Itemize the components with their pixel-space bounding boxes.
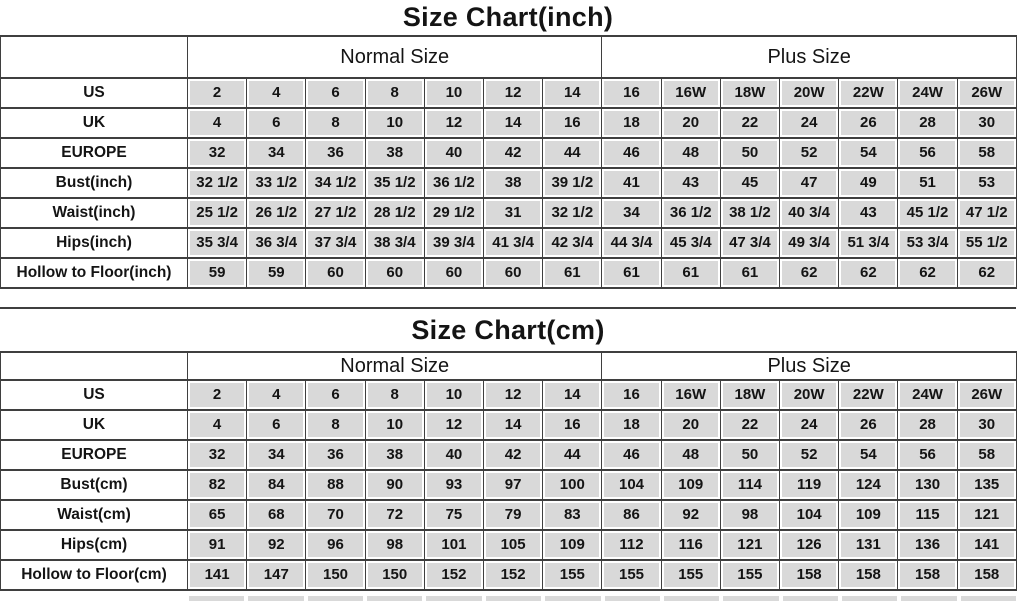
group-header-normal-size: Normal Size xyxy=(188,352,602,380)
size-cell: 65 xyxy=(188,500,247,530)
size-cell: 28 1/2 xyxy=(365,198,424,228)
size-cell: 30 xyxy=(957,410,1016,440)
size-cell: 28 xyxy=(898,410,957,440)
size-cell: 54 xyxy=(839,440,898,470)
size-cell: 20 xyxy=(661,108,720,138)
group-header-row xyxy=(1,352,1017,380)
size-cell: 42 3/4 xyxy=(543,228,602,258)
size-cell: 43 xyxy=(661,168,720,198)
size-cell: 62 xyxy=(957,258,1016,288)
size-cell: 44 xyxy=(543,440,602,470)
cutoff-cell xyxy=(426,596,481,601)
row-label: Hollow to Floor(cm) xyxy=(1,560,188,590)
size-cell: 8 xyxy=(365,380,424,410)
table-row xyxy=(1,440,1017,470)
size-cell: 59 xyxy=(188,258,247,288)
size-cell: 2 xyxy=(188,380,247,410)
size-cell: 42 xyxy=(484,138,543,168)
size-cell: 26W xyxy=(957,78,1016,108)
size-cell: 35 3/4 xyxy=(188,228,247,258)
size-chart-inch-table xyxy=(0,35,1017,289)
group-header-plus-size: Plus Size xyxy=(602,352,1016,380)
table-row xyxy=(1,500,1017,530)
table-row xyxy=(1,470,1017,500)
size-cell: 20W xyxy=(780,380,839,410)
table-row xyxy=(1,138,1017,168)
size-cell: 24 xyxy=(780,410,839,440)
size-cell: 32 1/2 xyxy=(188,168,247,198)
size-cell: 18 xyxy=(602,410,661,440)
size-cell: 104 xyxy=(780,500,839,530)
size-cell: 97 xyxy=(484,470,543,500)
size-cell: 18W xyxy=(720,78,779,108)
cutoff-cell xyxy=(783,596,838,601)
size-cell: 16 xyxy=(543,410,602,440)
size-cell: 40 xyxy=(424,138,483,168)
size-cell: 70 xyxy=(306,500,365,530)
size-cell: 61 xyxy=(543,258,602,288)
size-cell: 38 xyxy=(365,138,424,168)
size-cell: 46 xyxy=(602,138,661,168)
cutoff-cell xyxy=(901,596,956,601)
size-cell: 43 xyxy=(839,198,898,228)
cutoff-partial-row xyxy=(0,596,1016,601)
size-cell: 109 xyxy=(839,500,898,530)
size-cell: 36 1/2 xyxy=(661,198,720,228)
size-cell: 55 1/2 xyxy=(957,228,1016,258)
row-label: Waist(cm) xyxy=(1,500,188,530)
size-cell: 112 xyxy=(602,530,661,560)
table-row xyxy=(1,198,1017,228)
size-cell: 136 xyxy=(898,530,957,560)
size-cell: 32 xyxy=(188,138,247,168)
size-cell: 26W xyxy=(957,380,1016,410)
size-cell: 25 1/2 xyxy=(188,198,247,228)
size-cell: 34 xyxy=(247,440,306,470)
size-cell: 60 xyxy=(365,258,424,288)
size-cell: 47 3/4 xyxy=(720,228,779,258)
group-header-plus-size: Plus Size xyxy=(602,36,1016,78)
cutoff-cell xyxy=(367,596,422,601)
size-cell: 16W xyxy=(661,78,720,108)
size-cell: 96 xyxy=(306,530,365,560)
size-cell: 56 xyxy=(898,440,957,470)
size-cell: 98 xyxy=(365,530,424,560)
size-cell: 4 xyxy=(247,380,306,410)
size-cell: 155 xyxy=(602,560,661,590)
table-row xyxy=(1,228,1017,258)
size-cell: 60 xyxy=(424,258,483,288)
size-cell: 35 1/2 xyxy=(365,168,424,198)
size-cell: 50 xyxy=(720,440,779,470)
size-cell: 75 xyxy=(424,500,483,530)
size-cell: 126 xyxy=(780,530,839,560)
size-cell: 45 3/4 xyxy=(661,228,720,258)
cutoff-cell xyxy=(486,596,541,601)
table-row xyxy=(1,560,1017,590)
size-cell: 61 xyxy=(602,258,661,288)
size-cell: 152 xyxy=(424,560,483,590)
size-cell: 36 xyxy=(306,440,365,470)
size-cell: 98 xyxy=(720,500,779,530)
size-cell: 37 3/4 xyxy=(306,228,365,258)
size-cell: 45 xyxy=(720,168,779,198)
size-cell: 8 xyxy=(306,410,365,440)
size-cell: 68 xyxy=(247,500,306,530)
size-cell: 6 xyxy=(306,78,365,108)
size-cell: 158 xyxy=(839,560,898,590)
size-cell: 49 3/4 xyxy=(780,228,839,258)
size-cell: 47 xyxy=(780,168,839,198)
size-cell: 60 xyxy=(306,258,365,288)
size-cell: 31 xyxy=(484,198,543,228)
row-label: EUROPE xyxy=(1,440,188,470)
size-cell: 40 3/4 xyxy=(780,198,839,228)
cutoff-cell xyxy=(961,596,1016,601)
size-cell: 141 xyxy=(188,560,247,590)
size-cell: 84 xyxy=(247,470,306,500)
size-cell: 119 xyxy=(780,470,839,500)
group-header-normal-size: Normal Size xyxy=(188,36,602,78)
size-cell: 61 xyxy=(720,258,779,288)
size-cell: 16W xyxy=(661,380,720,410)
size-cell: 152 xyxy=(484,560,543,590)
size-cell: 10 xyxy=(424,78,483,108)
size-cell: 52 xyxy=(780,440,839,470)
size-cell: 30 xyxy=(957,108,1016,138)
size-cell: 83 xyxy=(543,500,602,530)
size-cell: 10 xyxy=(424,380,483,410)
cutoff-cell xyxy=(842,596,897,601)
size-cell: 92 xyxy=(247,530,306,560)
size-cell: 131 xyxy=(839,530,898,560)
row-label: US xyxy=(1,380,188,410)
size-cell: 150 xyxy=(306,560,365,590)
cutoff-cell xyxy=(308,596,363,601)
size-cell: 54 xyxy=(839,138,898,168)
table-row xyxy=(1,530,1017,560)
size-cell: 12 xyxy=(484,380,543,410)
size-cell: 44 xyxy=(543,138,602,168)
size-cell: 12 xyxy=(484,78,543,108)
size-cell: 8 xyxy=(306,108,365,138)
size-cell: 53 xyxy=(957,168,1016,198)
size-cell: 121 xyxy=(957,500,1016,530)
size-cell: 158 xyxy=(780,560,839,590)
size-cell: 41 3/4 xyxy=(484,228,543,258)
size-cell: 51 3/4 xyxy=(839,228,898,258)
size-cell: 141 xyxy=(957,530,1016,560)
size-cell: 53 3/4 xyxy=(898,228,957,258)
size-cell: 40 xyxy=(424,440,483,470)
size-cell: 39 1/2 xyxy=(543,168,602,198)
size-cell: 24W xyxy=(898,380,957,410)
row-label: UK xyxy=(1,108,188,138)
table-row xyxy=(1,168,1017,198)
size-chart-cm-title: Size Chart(cm) xyxy=(0,307,1016,351)
size-cell: 20W xyxy=(780,78,839,108)
row-label: Bust(cm) xyxy=(1,470,188,500)
size-cell: 6 xyxy=(247,410,306,440)
size-cell: 62 xyxy=(898,258,957,288)
size-cell: 61 xyxy=(661,258,720,288)
size-cell: 32 xyxy=(188,440,247,470)
size-cell: 147 xyxy=(247,560,306,590)
size-cell: 52 xyxy=(780,138,839,168)
size-cell: 18W xyxy=(720,380,779,410)
size-cell: 4 xyxy=(247,78,306,108)
size-cell: 38 xyxy=(484,168,543,198)
table-row xyxy=(1,410,1017,440)
size-cell: 104 xyxy=(602,470,661,500)
size-cell: 4 xyxy=(188,410,247,440)
size-cell: 22 xyxy=(720,410,779,440)
size-cell: 24W xyxy=(898,78,957,108)
size-cell: 10 xyxy=(365,410,424,440)
size-cell: 26 1/2 xyxy=(247,198,306,228)
row-label: US xyxy=(1,78,188,108)
table-row xyxy=(1,258,1017,288)
size-cell: 12 xyxy=(424,410,483,440)
size-cell: 158 xyxy=(898,560,957,590)
size-cell: 88 xyxy=(306,470,365,500)
size-cell: 41 xyxy=(602,168,661,198)
cutoff-cell xyxy=(605,596,660,601)
size-cell: 14 xyxy=(543,78,602,108)
size-cell: 135 xyxy=(957,470,1016,500)
row-label: Hips(inch) xyxy=(1,228,188,258)
size-cell: 8 xyxy=(365,78,424,108)
size-cell: 29 1/2 xyxy=(424,198,483,228)
size-cell: 155 xyxy=(661,560,720,590)
size-cell: 82 xyxy=(188,470,247,500)
size-cell: 93 xyxy=(424,470,483,500)
cutoff-cell xyxy=(664,596,719,601)
size-cell: 91 xyxy=(188,530,247,560)
size-cell: 26 xyxy=(839,108,898,138)
row-label: Hollow to Floor(inch) xyxy=(1,258,188,288)
size-cell: 62 xyxy=(839,258,898,288)
size-cell: 34 xyxy=(602,198,661,228)
size-cell: 48 xyxy=(661,138,720,168)
size-cell: 22W xyxy=(839,78,898,108)
size-cell: 34 1/2 xyxy=(306,168,365,198)
table-row xyxy=(1,108,1017,138)
size-cell: 62 xyxy=(780,258,839,288)
size-cell: 16 xyxy=(602,78,661,108)
row-label: UK xyxy=(1,410,188,440)
row-label: Hips(cm) xyxy=(1,530,188,560)
size-cell: 4 xyxy=(188,108,247,138)
size-cell: 115 xyxy=(898,500,957,530)
size-cell: 114 xyxy=(720,470,779,500)
size-cell: 59 xyxy=(247,258,306,288)
group-header-row xyxy=(1,36,1017,78)
size-cell: 100 xyxy=(543,470,602,500)
size-cell: 51 xyxy=(898,168,957,198)
size-cell: 46 xyxy=(602,440,661,470)
cutoff-cell xyxy=(189,596,244,601)
size-cell: 60 xyxy=(484,258,543,288)
size-cell: 90 xyxy=(365,470,424,500)
size-cell: 121 xyxy=(720,530,779,560)
size-cell: 109 xyxy=(543,530,602,560)
size-chart-inch-title: Size Chart(inch) xyxy=(402,2,614,32)
size-cell: 56 xyxy=(898,138,957,168)
size-cell: 16 xyxy=(602,380,661,410)
size-cell: 155 xyxy=(543,560,602,590)
size-cell: 36 1/2 xyxy=(424,168,483,198)
size-cell: 72 xyxy=(365,500,424,530)
corner-cell xyxy=(1,36,188,78)
size-cell: 34 xyxy=(247,138,306,168)
size-cell: 32 1/2 xyxy=(543,198,602,228)
size-cell: 12 xyxy=(424,108,483,138)
size-cell: 24 xyxy=(780,108,839,138)
size-cell: 101 xyxy=(424,530,483,560)
size-cell: 124 xyxy=(839,470,898,500)
size-cell: 150 xyxy=(365,560,424,590)
size-cell: 6 xyxy=(306,380,365,410)
size-cell: 48 xyxy=(661,440,720,470)
size-cell: 38 1/2 xyxy=(720,198,779,228)
size-cell: 130 xyxy=(898,470,957,500)
size-cell: 10 xyxy=(365,108,424,138)
cutoff-cell xyxy=(248,596,303,601)
size-chart-cm-table xyxy=(0,351,1017,591)
size-cell: 38 3/4 xyxy=(365,228,424,258)
size-cell: 79 xyxy=(484,500,543,530)
size-cell: 50 xyxy=(720,138,779,168)
corner-cell xyxy=(1,352,188,380)
size-cell: 20 xyxy=(661,410,720,440)
size-cell: 27 1/2 xyxy=(306,198,365,228)
size-cell: 6 xyxy=(247,108,306,138)
size-cell: 22 xyxy=(720,108,779,138)
size-cell: 86 xyxy=(602,500,661,530)
size-cell: 49 xyxy=(839,168,898,198)
size-cell: 155 xyxy=(720,560,779,590)
size-cell: 158 xyxy=(957,560,1016,590)
size-cell: 22W xyxy=(839,380,898,410)
size-cell: 26 xyxy=(839,410,898,440)
size-cell: 2 xyxy=(188,78,247,108)
size-cell: 14 xyxy=(543,380,602,410)
row-label: EUROPE xyxy=(1,138,188,168)
size-cell: 58 xyxy=(957,440,1016,470)
size-cell: 105 xyxy=(484,530,543,560)
size-cell: 42 xyxy=(484,440,543,470)
size-cell: 44 3/4 xyxy=(602,228,661,258)
size-cell: 45 1/2 xyxy=(898,198,957,228)
table-row xyxy=(1,78,1017,108)
size-cell: 39 3/4 xyxy=(424,228,483,258)
cutoff-cell xyxy=(723,596,778,601)
row-label: Waist(inch) xyxy=(1,198,188,228)
size-cell: 18 xyxy=(602,108,661,138)
size-cell: 109 xyxy=(661,470,720,500)
size-cell: 16 xyxy=(543,108,602,138)
size-cell: 58 xyxy=(957,138,1016,168)
size-cell: 14 xyxy=(484,410,543,440)
cutoff-cell xyxy=(545,596,600,601)
table-row xyxy=(1,380,1017,410)
size-cell: 33 1/2 xyxy=(247,168,306,198)
size-cell: 28 xyxy=(898,108,957,138)
size-cell: 92 xyxy=(661,500,720,530)
size-cell: 14 xyxy=(484,108,543,138)
size-cell: 38 xyxy=(365,440,424,470)
size-cell: 36 3/4 xyxy=(247,228,306,258)
size-cell: 116 xyxy=(661,530,720,560)
row-label: Bust(inch) xyxy=(1,168,188,198)
size-cell: 36 xyxy=(306,138,365,168)
size-cell: 47 1/2 xyxy=(957,198,1016,228)
